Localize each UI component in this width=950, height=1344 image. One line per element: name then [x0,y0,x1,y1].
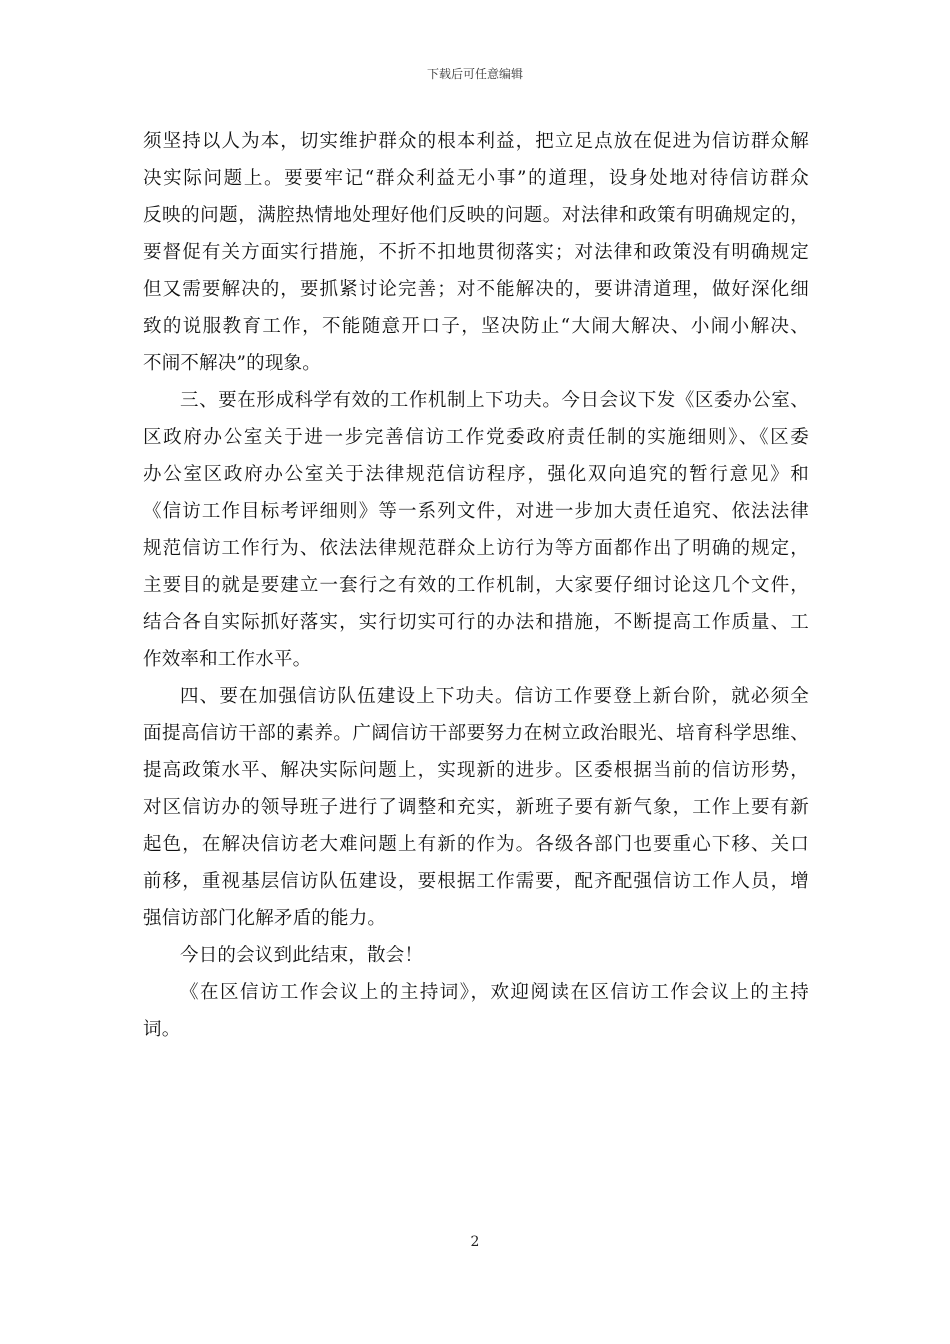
paragraph-start-line: 四、要在加强信访队伍建设上下功夫。信访工作要登上新台阶，就必须全 [180,686,809,707]
text-line: 区政府办公室关于进一步完善信访工作党委政府责任制的实施细则》、《区委 [143,427,809,448]
text-line: 决实际问题上。要要牢记“群众利益无小事”的道理，设身处地对待信访群众 [143,168,809,189]
text-line: 提高政策水平、解决实际问题上，实现新的进步。区委根据当前的信访形势， [143,760,809,781]
text-line: 反映的问题，满腔热情地处理好他们反映的问题。对法律和政策有明确规定的， [143,205,809,226]
paragraph-start-line: 今日的会议到此结束，散会！ [180,945,424,966]
text-line: 作效率和工作水平。 [143,649,312,670]
text-line: 词。 [143,1019,181,1040]
text-line: 强信访部门化解矛盾的能力。 [143,908,387,929]
text-line: 规范信访工作行为、依法法律规范群众上访行为等方面都作出了明确的规定， [143,538,809,559]
text-line: 须坚持以人为本，切实维护群众的根本利益，把立足点放在促进为信访群众解 [143,131,809,152]
text-line: 结合各自实际抓好落实，实行切实可行的办法和措施，不断提高工作质量、工 [143,612,809,633]
page-header: 下载后可任意编辑 [426,67,523,81]
paragraph-start-line: 《在区信访工作会议上的主持词》，欢迎阅读在区信访工作会议上的主持 [180,982,809,1003]
text-line: 办公室区政府办公室关于法律规范信访程序，强化双向追究的暂行意见》和 [143,464,809,485]
text-line: 面提高信访干部的素养。广阔信访干部要努力在树立政治眼光、培育科学思维、 [143,723,809,744]
page-number: 2 [470,1234,480,1250]
text-line: 对区信访办的领导班子进行了调整和充实，新班子要有新气象，工作上要有新 [143,797,809,818]
text-line: 主要目的就是要建立一套行之有效的工作机制，大家要仔细讨论这几个文件， [143,575,809,596]
text-line: 《信访工作目标考评细则》等一系列文件，对进一步加大责任追究、依法法律 [143,501,809,522]
text-line: 起色，在解决信访老大难问题上有新的作为。各级各部门也要重心下移、关口 [143,834,809,855]
text-line: 要督促有关方面实行措施，不折不扣地贯彻落实；对法律和政策没有明确规定 [143,242,809,263]
text-line: 但又需要解决的，要抓紧讨论完善；对不能解决的，要讲清道理，做好深化细 [143,279,809,300]
text-line: 致的说服教育工作，不能随意开口子，坚决防止“大闹大解决、小闹小解决、 [143,316,809,337]
text-line: 不闹不解决”的现象。 [143,353,321,374]
document-body [143,123,809,1048]
paragraph-start-line: 三、要在形成科学有效的工作机制上下功夫。今日会议下发《区委办公室、 [180,390,809,411]
text-line: 前移，重视基层信访队伍建设，要根据工作需要，配齐配强信访工作人员，增 [143,871,809,892]
